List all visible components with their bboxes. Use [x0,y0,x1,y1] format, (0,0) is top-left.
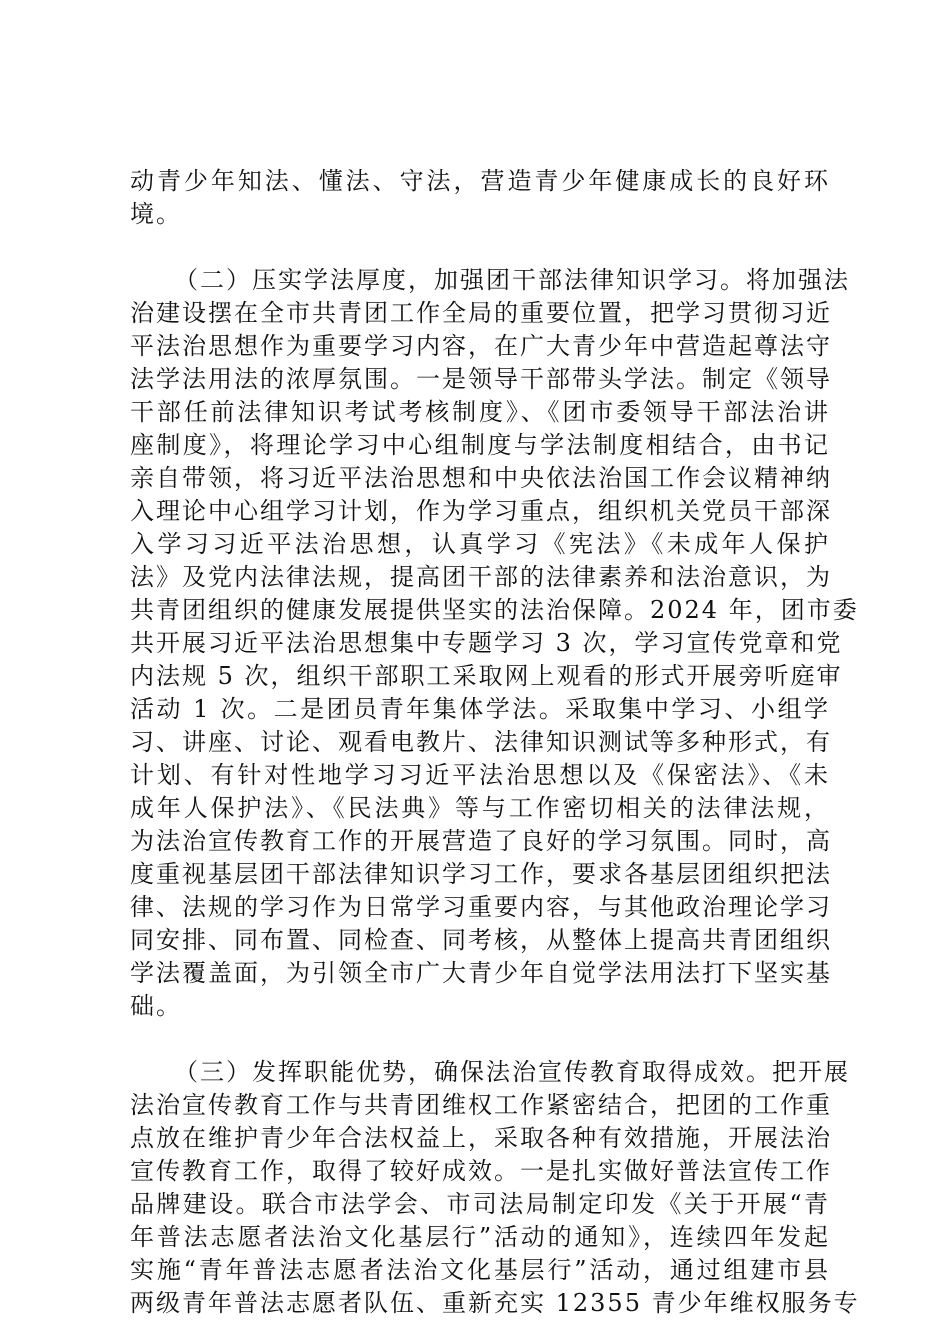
text-line: 品牌建设。联合市法学会、市司法局制定印发《关于开展“青 [130,1190,830,1218]
text-line: 点放在维护青少年合法权益上，采取各种有效措施，开展法治 [130,1124,832,1152]
text-line: 共青团组织的健康发展提供坚实的法治保障。2024 年，团市委 [130,596,859,624]
text-line: 入学习习近平法治思想，认真学习《宪法》《未成年人保护 [130,530,830,558]
text-line: 法治宣传教育工作与共青团维权工作紧密结合，把团的工作重 [130,1091,832,1119]
text-line: 两级青年普法志愿者队伍、重新充实 12355 青少年维权服务专 [130,1289,860,1317]
text-line: 计划、有针对性地学习习近平法治思想以及《保密法》、《未 [130,761,830,789]
text-line: 成年人保护法》、《民法典》等与工作密切相关的法律法规， [130,794,830,822]
text-line: 亲自带领，将习近平法治思想和中央依法治国工作会议精神纳 [130,464,832,492]
text-line: （三）发挥职能优势，确保法治宣传教育取得成效。把开展 [174,1058,850,1086]
paragraph-1 [130,165,830,231]
text-line: 平法治思想作为重要学习内容，在广大青少年中营造起尊法守 [130,332,832,360]
text-line: 动青少年知法、懂法、守法，营造青少年健康成长的良好环 [130,167,830,195]
text-line: 入理论中心组学习计划，作为学习重点，组织机关党员干部深 [130,497,832,525]
text-line: 习、讲座、讨论、观看电教片、法律知识测试等多种形式，有 [130,728,832,756]
text-line: 律、法规的学习作为日常学习重要内容，与其他政治理论学习 [130,893,832,921]
paragraph-gap [130,231,830,264]
paragraph-gap [130,1023,830,1056]
text-line: 为法治宣传教育工作的开展营造了良好的学习氛围。同时，高 [130,827,832,855]
text-line: 境。 [130,200,182,228]
text-line: 宣传教育工作，取得了较好成效。一是扎实做好普法宣传工作 [130,1157,832,1185]
text-line: 共开展习近平法治思想集中专题学习 3 次，学习宣传党章和党 [130,629,843,657]
text-line: 年普法志愿者法治文化基层行”活动的通知》，连续四年发起 [130,1223,830,1251]
paragraph-2 [130,264,859,1023]
text-line: 座制度》，将理论学习中心组制度与学法制度相结合，由书记 [130,431,830,459]
text-line: 干部任前法律知识考试考核制度》、《团市委领导干部法治讲 [130,398,830,426]
text-line: 法学法用法的浓厚氛围。一是领导干部带头学法。制定《领导 [130,365,832,393]
paragraph-3 [130,1056,860,1320]
text-line: （二）压实学法厚度，加强团干部法律知识学习。将加强法 [174,266,850,294]
text-line: 法》及党内法律法规，提高团干部的法律素养和法治意识，为 [130,563,832,591]
text-line: 内法规 5 次，组织干部职工采取网上观看的形式开展旁听庭审 [130,662,843,690]
text-line: 活动 1 次。二是团员青年集体学法。采取集中学习、小组学 [130,695,830,723]
document-body [130,165,860,1320]
text-line: 度重视基层团干部法律知识学习工作，要求各基层团组织把法 [130,860,832,888]
text-line: 实施“青年普法志愿者法治文化基层行”活动，通过组建市县 [130,1256,830,1284]
text-line: 学法覆盖面，为引领全市广大青少年自觉学法用法打下坚实基 [130,959,832,987]
text-line: 治建设摆在全市共青团工作全局的重要位置，把学习贯彻习近 [130,299,832,327]
text-line: 同安排、同布置、同检查、同考核，从整体上提高共青团组织 [130,926,832,954]
text-line: 础。 [130,992,182,1020]
